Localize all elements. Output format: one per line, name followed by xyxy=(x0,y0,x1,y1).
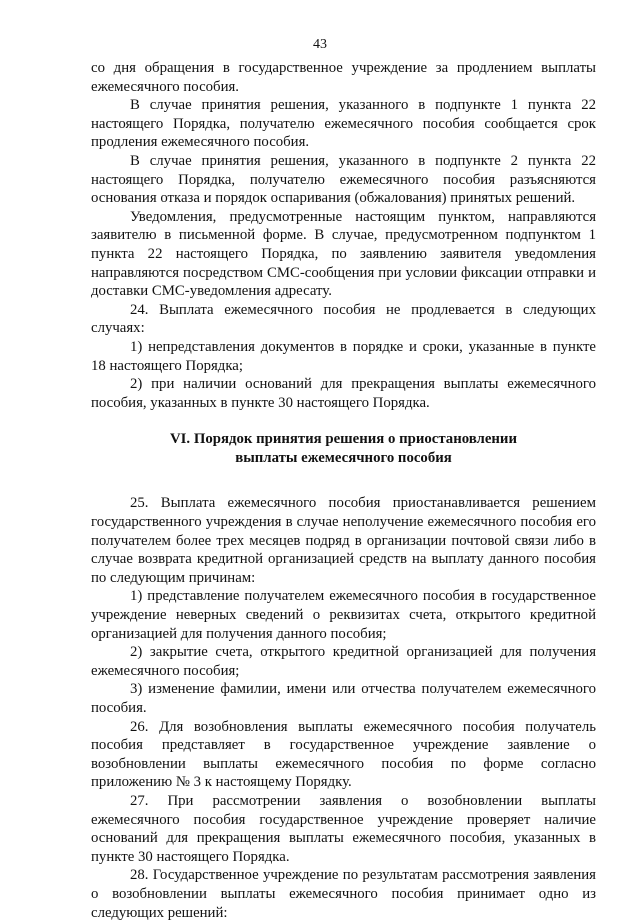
paragraph: Уведомления, предусмотренные настоящим пунктом, направляются заявителю в письменной форме. В случае, предусмотренном подпунктом 1 пункта 22 настоящего Порядка, по заявлению заявителя уведомления направляются посредством СМС-сообщения при условии фиксации отправки и доставки СМС-уведомления адресату. xyxy=(91,208,596,300)
section-heading xyxy=(91,430,596,467)
paragraph: 27. При рассмотрении заявления о возобновлении выплаты ежемесячного пособия государственное учреждение проверяет наличие оснований для прекращения выплаты ежемесячного пособия, указанных в пункте 30 настоящего Порядка. xyxy=(91,792,596,865)
section-heading-line-2: выплаты ежемесячного пособия xyxy=(235,449,452,466)
paragraph: В случае принятия решения, указанного в подпункте 2 пункта 22 настоящего Порядка, получателю ежемесячного пособия разъясняются основания отказа и порядок оспаривания (обжалования) принятых решений. xyxy=(91,152,596,207)
paragraph: В случае принятия решения, указанного в подпункте 1 пункта 22 настоящего Порядка, получателю ежемесячного пособия сообщается срок продления ежемесячного пособия. xyxy=(91,97,596,151)
paragraph: со дня обращения в государственное учреждение за продлением выплаты ежемесячного пособия. xyxy=(91,60,596,95)
paragraph: 26. Для возобновления выплаты ежемесячного пособия получатель пособия представляет в государственное учреждение заявление о возобновлении выплаты ежемесячного пособия по форме согласно приложению № 3 к настоящему Порядку. xyxy=(91,718,596,791)
page-number: 43 xyxy=(313,37,327,52)
page-content xyxy=(91,59,596,922)
paragraphs-before-heading xyxy=(91,59,596,412)
paragraphs-after-heading xyxy=(91,494,596,922)
paragraph: 1) непредставления документов в порядке и сроки, указанные в пункте 18 настоящего Порядка; xyxy=(91,338,596,374)
paragraph: 3) изменение фамилии, имени или отчества получателем ежемесячного пособия. xyxy=(91,681,596,716)
paragraph: 24. Выплата ежемесячного пособия не продлевается в следующих случаях: xyxy=(91,301,596,337)
paragraph: 2) при наличии оснований для прекращения выплаты ежемесячного пособия, указанных в пункте 30 настоящего Порядка. xyxy=(91,376,596,411)
paragraph: 2) закрытие счета, открытого кредитной организацией для получения ежемесячного пособия; xyxy=(91,644,596,679)
paragraph: 25. Выплата ежемесячного пособия приостанавливается решением государственного учреждения в случае неполучение ежемесячного пособия его получателем более трех месяцев подряд в организации почтовой связи либо в случае возврата кредитной организацией средств на выплату данного пособия по следующим причинам: xyxy=(91,495,596,586)
paragraph: 28. Государственное учреждение по результатам рассмотрения заявления о возобновлении выплаты ежемесячного пособия принимает одно из следующих решений: xyxy=(91,867,596,921)
paragraph: 1) представление получателем ежемесячного пособия в государственное учреждение неверных сведений о реквизитах счета, открытого кредитной организацией для получения данного пособия; xyxy=(91,588,596,642)
section-heading-line-1: VI. Порядок принятия решения о приостановлении xyxy=(169,431,517,448)
